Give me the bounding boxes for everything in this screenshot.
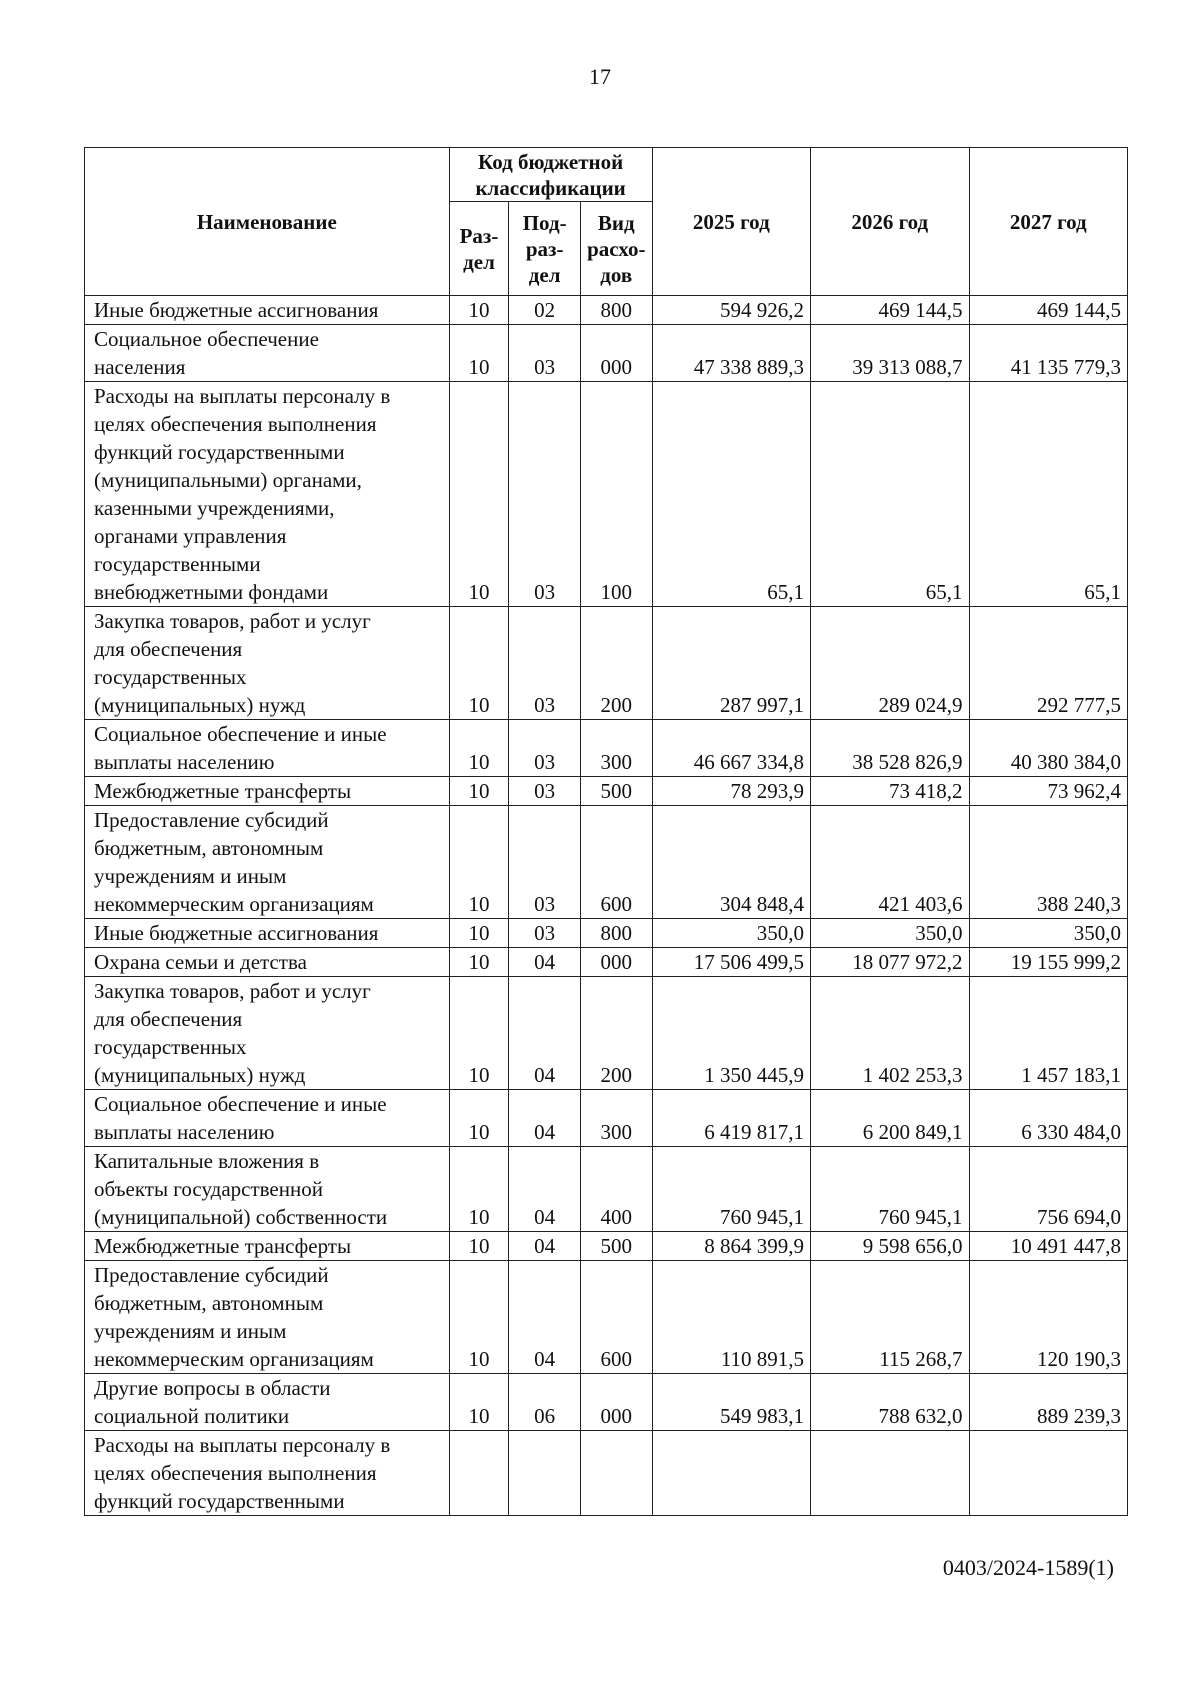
row-value-2026 (811, 1431, 969, 1516)
row-razdel: 10 (449, 1232, 509, 1261)
table-row (85, 325, 1128, 382)
row-name: Охрана семьи и детства (85, 948, 450, 977)
row-vid: 400 (580, 1147, 652, 1232)
row-razdel: 10 (449, 977, 509, 1090)
row-value-2026: 65,1 (811, 382, 969, 607)
row-vid: 300 (580, 1090, 652, 1147)
row-podrazdel: 06 (509, 1374, 581, 1431)
row-value-2027: 756 694,0 (969, 1147, 1128, 1232)
row-razdel: 10 (449, 806, 509, 919)
row-name: Закупка товаров, работ и услуг для обеспечения государственных (муниципальных) нужд (85, 607, 450, 720)
row-razdel: 10 (449, 1261, 509, 1374)
table-row (85, 1232, 1128, 1261)
row-value-2026: 18 077 972,2 (811, 948, 969, 977)
table-row (85, 1090, 1128, 1147)
row-podrazdel: 03 (509, 919, 581, 948)
table-row (85, 296, 1128, 325)
table-row (85, 948, 1128, 977)
row-razdel (449, 1431, 509, 1516)
header-year-2025: 2025 год (652, 148, 810, 296)
row-podrazdel: 03 (509, 382, 581, 607)
row-value-2026: 38 528 826,9 (811, 720, 969, 777)
row-name: Иные бюджетные ассигнования (85, 296, 450, 325)
row-value-2025: 760 945,1 (652, 1147, 810, 1232)
row-value-2026: 350,0 (811, 919, 969, 948)
row-name: Закупка товаров, работ и услуг для обеспечения государственных (муниципальных) нужд (85, 977, 450, 1090)
row-podrazdel: 04 (509, 1090, 581, 1147)
row-vid: 500 (580, 1232, 652, 1261)
row-value-2025: 8 864 399,9 (652, 1232, 810, 1261)
row-name: Расходы на выплаты персоналу в целях обеспечения выполнения функций государственными (85, 1431, 450, 1516)
row-value-2026: 1 402 253,3 (811, 977, 969, 1090)
row-name: Иные бюджетные ассигнования (85, 919, 450, 948)
row-value-2026: 289 024,9 (811, 607, 969, 720)
row-value-2026: 9 598 656,0 (811, 1232, 969, 1261)
row-value-2027: 1 457 183,1 (969, 977, 1128, 1090)
row-razdel: 10 (449, 1147, 509, 1232)
header-code-group: Код бюджетной классификации (449, 148, 652, 202)
header-podrazdel: Под- раз- дел (509, 202, 581, 296)
document-number: 0403/2024-1589(1) (942, 1555, 1114, 1580)
table-header (85, 148, 1128, 296)
row-vid: 000 (580, 325, 652, 382)
row-vid: 800 (580, 919, 652, 948)
row-value-2026: 39 313 088,7 (811, 325, 969, 382)
row-podrazdel: 04 (509, 1147, 581, 1232)
row-value-2027: 65,1 (969, 382, 1128, 607)
row-podrazdel: 03 (509, 777, 581, 806)
row-podrazdel: 03 (509, 720, 581, 777)
row-value-2027: 388 240,3 (969, 806, 1128, 919)
row-podrazdel: 03 (509, 607, 581, 720)
table-body (85, 296, 1128, 1516)
row-value-2025: 1 350 445,9 (652, 977, 810, 1090)
table-row (85, 919, 1128, 948)
row-value-2027: 120 190,3 (969, 1261, 1128, 1374)
row-vid: 000 (580, 1374, 652, 1431)
row-value-2027: 10 491 447,8 (969, 1232, 1128, 1261)
row-value-2027: 292 777,5 (969, 607, 1128, 720)
row-value-2025: 549 983,1 (652, 1374, 810, 1431)
row-value-2025 (652, 1431, 810, 1516)
table-row (85, 382, 1128, 607)
row-vid: 600 (580, 1261, 652, 1374)
table-row (85, 977, 1128, 1090)
row-vid (580, 1431, 652, 1516)
row-name: Межбюджетные трансферты (85, 777, 450, 806)
table-row (85, 806, 1128, 919)
row-name: Предоставление субсидий бюджетным, автономным учреждениям и иным некоммерческим организациям (85, 806, 450, 919)
row-value-2025: 304 848,4 (652, 806, 810, 919)
row-name: Капитальные вложения в объекты государственной (муниципальной) собственности (85, 1147, 450, 1232)
row-razdel: 10 (449, 607, 509, 720)
row-value-2025: 594 926,2 (652, 296, 810, 325)
row-razdel: 10 (449, 948, 509, 977)
row-value-2026: 469 144,5 (811, 296, 969, 325)
row-value-2025: 78 293,9 (652, 777, 810, 806)
row-value-2026: 421 403,6 (811, 806, 969, 919)
page-number: 17 (589, 64, 611, 89)
header-vid-raskhodov: Вид расхо- дов (580, 202, 652, 296)
row-value-2025: 65,1 (652, 382, 810, 607)
row-podrazdel: 04 (509, 1232, 581, 1261)
row-podrazdel: 04 (509, 977, 581, 1090)
row-value-2025: 17 506 499,5 (652, 948, 810, 977)
row-name: Социальное обеспечение и иные выплаты населению (85, 720, 450, 777)
header-year-2026: 2026 год (811, 148, 969, 296)
row-podrazdel: 04 (509, 1261, 581, 1374)
row-name: Расходы на выплаты персоналу в целях обеспечения выполнения функций государственными (муниципальными) органами, казенными учреждениями, органами управления государственными внебюджетными фондами (85, 382, 450, 607)
row-razdel: 10 (449, 296, 509, 325)
row-value-2027: 73 962,4 (969, 777, 1128, 806)
row-vid: 300 (580, 720, 652, 777)
row-vid: 200 (580, 607, 652, 720)
row-podrazdel: 02 (509, 296, 581, 325)
row-razdel: 10 (449, 325, 509, 382)
row-value-2027: 889 239,3 (969, 1374, 1128, 1431)
row-value-2026: 73 418,2 (811, 777, 969, 806)
header-name: Наименование (85, 148, 450, 296)
row-name: Межбюджетные трансферты (85, 1232, 450, 1261)
row-value-2027: 41 135 779,3 (969, 325, 1128, 382)
header-year-2027: 2027 год (969, 148, 1128, 296)
row-value-2025: 6 419 817,1 (652, 1090, 810, 1147)
header-razdel: Раз- дел (449, 202, 509, 296)
row-value-2027: 19 155 999,2 (969, 948, 1128, 977)
row-razdel: 10 (449, 777, 509, 806)
row-value-2025: 350,0 (652, 919, 810, 948)
row-name: Социальное обеспечение и иные выплаты населению (85, 1090, 450, 1147)
row-value-2026: 6 200 849,1 (811, 1090, 969, 1147)
row-vid: 000 (580, 948, 652, 977)
row-name: Предоставление субсидий бюджетным, автономным учреждениям и иным некоммерческим организациям (85, 1261, 450, 1374)
row-value-2025: 287 997,1 (652, 607, 810, 720)
row-podrazdel: 03 (509, 806, 581, 919)
row-value-2027: 469 144,5 (969, 296, 1128, 325)
row-razdel: 10 (449, 720, 509, 777)
table-row (85, 1147, 1128, 1232)
row-vid: 200 (580, 977, 652, 1090)
row-razdel: 10 (449, 1374, 509, 1431)
row-podrazdel (509, 1431, 581, 1516)
table-row (85, 607, 1128, 720)
row-vid: 500 (580, 777, 652, 806)
row-value-2025: 110 891,5 (652, 1261, 810, 1374)
table-row (85, 1374, 1128, 1431)
row-podrazdel: 03 (509, 325, 581, 382)
row-value-2027: 40 380 384,0 (969, 720, 1128, 777)
row-name: Социальное обеспечение населения (85, 325, 450, 382)
table-row (85, 1431, 1128, 1516)
row-podrazdel: 04 (509, 948, 581, 977)
row-value-2026: 788 632,0 (811, 1374, 969, 1431)
row-value-2025: 47 338 889,3 (652, 325, 810, 382)
row-value-2027: 350,0 (969, 919, 1128, 948)
row-vid: 600 (580, 806, 652, 919)
row-value-2026: 115 268,7 (811, 1261, 969, 1374)
row-value-2027: 6 330 484,0 (969, 1090, 1128, 1147)
row-razdel: 10 (449, 919, 509, 948)
table-row (85, 777, 1128, 806)
row-value-2026: 760 945,1 (811, 1147, 969, 1232)
row-value-2027 (969, 1431, 1128, 1516)
budget-table (84, 147, 1128, 1516)
row-razdel: 10 (449, 1090, 509, 1147)
row-value-2025: 46 667 334,8 (652, 720, 810, 777)
row-vid: 800 (580, 296, 652, 325)
table-row (85, 720, 1128, 777)
table-row (85, 1261, 1128, 1374)
row-name: Другие вопросы в области социальной политики (85, 1374, 450, 1431)
row-vid: 100 (580, 382, 652, 607)
row-razdel: 10 (449, 382, 509, 607)
